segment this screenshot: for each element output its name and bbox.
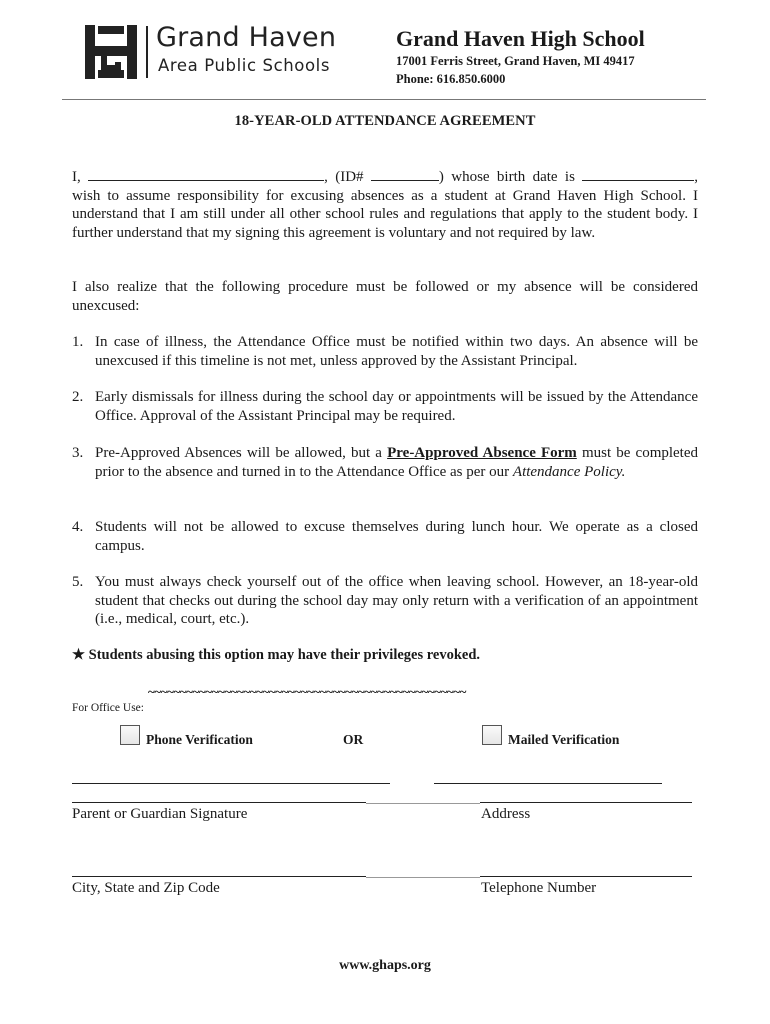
school-name: Grand Haven High School bbox=[396, 26, 645, 51]
birthdate-blank[interactable] bbox=[582, 167, 694, 181]
item-text: Students will not be allowed to excuse themselves during lunch hour. We operate as a closed campus. bbox=[95, 519, 698, 554]
telephone-label: Telephone Number bbox=[481, 880, 597, 896]
city-state-zip-line[interactable] bbox=[72, 876, 366, 877]
pre-approved-form-link[interactable]: Pre-Approved Absence Form bbox=[387, 445, 577, 461]
city-state-zip-label: City, State and Zip Code bbox=[72, 880, 220, 896]
mailed-verification-checkbox[interactable] bbox=[482, 725, 502, 745]
item-text: In case of illness, the Attendance Office must be notified within two days. An absence will be unexcused if this timeline is not met, unless approved by the Assistant Principal. bbox=[95, 334, 698, 369]
intro-text-2: , (ID# bbox=[324, 169, 364, 185]
school-address: 17001 Ferris Street, Grand Haven, MI 49417 bbox=[396, 54, 635, 68]
item-number: 3. bbox=[72, 445, 84, 461]
logo-name: Grand Haven bbox=[156, 22, 337, 53]
intro-text-4: , bbox=[694, 169, 699, 185]
procedure-intro: I also realize that the following procedure must be followed or my absence will be considered unexcused: bbox=[72, 279, 698, 314]
id-blank[interactable] bbox=[371, 167, 439, 181]
mailed-verification-label: Mailed Verification bbox=[508, 732, 620, 747]
telephone-line[interactable] bbox=[480, 876, 692, 877]
star-icon: ★ bbox=[72, 647, 85, 663]
signature-line-connector bbox=[366, 877, 480, 878]
name-blank[interactable] bbox=[88, 167, 324, 181]
footer-url[interactable]: www.ghaps.org bbox=[339, 958, 431, 973]
header-divider bbox=[62, 99, 706, 100]
office-use-label: For Office Use: bbox=[72, 702, 144, 714]
warning-note bbox=[72, 647, 480, 664]
item-number: 1. bbox=[72, 334, 84, 350]
school-phone: Phone: 616.850.6000 bbox=[396, 72, 506, 86]
district-logo bbox=[84, 22, 344, 82]
section-separator: ~~~~~~~~~~~~~~~~~~~~~~~~~~~~~~~~~~~~~~~~~~~~~~~~~~ bbox=[148, 684, 467, 699]
item-number: 5. bbox=[72, 574, 84, 590]
item-number: 4. bbox=[72, 519, 84, 535]
parent-signature-label: Parent or Guardian Signature bbox=[72, 806, 248, 822]
item-text: You must always check yourself out of the office when leaving school. However, an 18-year-old student that checks out during the school day may only return with a verification of an appointment (i.e., medical, court, etc.). bbox=[95, 574, 698, 627]
address-line[interactable] bbox=[480, 802, 692, 803]
attendance-policy-text: Attendance Policy. bbox=[512, 463, 626, 480]
intro-body: wish to assume responsibility for excusing absences as a student at Grand Haven High School. I understand that I am still under all other school rules and regulations that apply to the student body. I further understand that my signing this agreement is voluntary and not required by law. bbox=[72, 187, 698, 241]
intro-paragraph bbox=[72, 167, 698, 242]
logo-divider bbox=[146, 26, 148, 78]
office-signature-line[interactable] bbox=[72, 783, 390, 784]
phone-verification-checkbox[interactable] bbox=[120, 725, 140, 745]
warning-text: Students abusing this option may have their privileges revoked. bbox=[88, 647, 481, 663]
parent-signature-line[interactable] bbox=[72, 802, 366, 803]
item-text: Early dismissals for illness during the school day or appointments will be issued by the Attendance Office. Approval of the Assistant Principal may be required. bbox=[95, 389, 698, 424]
gh-monogram-icon bbox=[84, 24, 138, 80]
item-text bbox=[95, 444, 698, 481]
signature-line-connector bbox=[366, 803, 480, 804]
intro-text-1: I, bbox=[72, 169, 81, 185]
office-date-line[interactable] bbox=[434, 783, 662, 784]
or-label: OR bbox=[343, 732, 364, 747]
intro-text-3: ) whose birth date is bbox=[438, 169, 575, 185]
logo-subtitle: Area Public Schools bbox=[158, 56, 331, 75]
item-number: 2. bbox=[72, 389, 84, 405]
item-text-pre: Pre-Approved Absences will be allowed, but a bbox=[95, 445, 382, 461]
address-label: Address bbox=[481, 806, 531, 822]
item-text-post: must be completed prior to the absence and turned in to the Attendance Office as per our bbox=[95, 445, 699, 480]
phone-verification-label: Phone Verification bbox=[146, 732, 253, 747]
document-title: 18-YEAR-OLD ATTENDANCE AGREEMENT bbox=[234, 113, 536, 129]
